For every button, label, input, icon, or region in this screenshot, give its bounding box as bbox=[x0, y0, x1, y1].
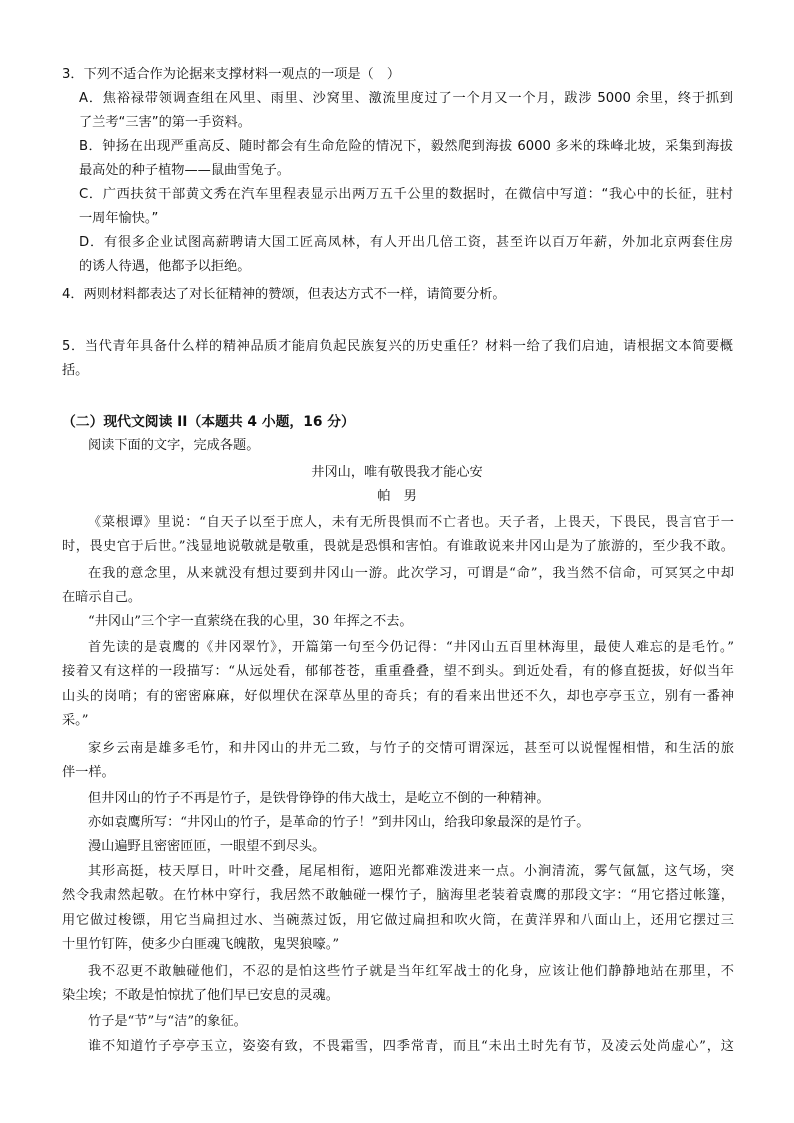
body-line-15: 其形高挺，枝天厚日，叶叶交叠，尾尾相衔，遮阳光都难泼进来一点。小涧清流，雾气氤氲，这气场，突 bbox=[88, 864, 734, 879]
article-title: 井冈山，唯有敬畏我才能心安 bbox=[311, 465, 483, 480]
body-line-8: 山头的岗哨；有的密密麻麻，好似埋伏在深草丛里的奇兵；有的看来出世还不久，却也亭亭玉立，别有一番神 bbox=[62, 689, 734, 704]
question-5-line2: 括。 bbox=[62, 363, 89, 378]
body-line-12: 但井冈山的竹子不再是竹子，是铁骨铮铮的伟大战士，是屹立不倒的一种精神。 bbox=[88, 791, 550, 806]
body-line-9: 采。” bbox=[62, 713, 89, 728]
q3-option-c-line1: C．广西扶贫干部黄文秀在汽车里程表显示出两万五千公里的数据时，在微信中写道：“我心中的长征，驻村 bbox=[79, 187, 733, 202]
body-line-5: “井冈山”三个字一直萦绕在我的心里，30 年挥之不去。 bbox=[88, 614, 413, 629]
body-line-2: 时，畏史官于后世。”浅显地说敬就是敬重，畏就是恐惧和害怕。有谁敢说来井冈山是为了旅游的，至少我不敢。 bbox=[62, 539, 734, 554]
q3-option-b-line1: B．钟扬在出现严重高反、随时都会有生命危险的情况下，毅然爬到海拔 6000 多米的珠峰北坡，采集到海拔 bbox=[79, 139, 733, 154]
q3-option-c-line2: 一周年愉快。” bbox=[79, 211, 159, 226]
body-line-11: 伴一样。 bbox=[62, 765, 115, 780]
q3-option-a-line2: 了兰考“三害”的第一手资料。 bbox=[79, 115, 251, 130]
body-line-16: 然令我肃然起敬。在竹林中穿行，我居然不敢触碰一棵竹子，脑海里老装着袁鹰的那段文字：“用它搭过帐篷， bbox=[62, 888, 734, 903]
q3-option-b-line2: 最高处的种子植物——鼠曲雪兔子。 bbox=[79, 163, 290, 178]
body-line-14: 漫山遍野且密密匝匝，一眼望不到尽头。 bbox=[88, 839, 326, 854]
body-line-10: 家乡云南是雄多毛竹，和井冈山的井无二致，与竹子的交情可谓深远，甚至可以说惺惺相惜，和生活的旅 bbox=[88, 741, 734, 756]
question-4: 4．两则材料都表达了对长征精神的赞颂，但表达方式不一样，请简要分析。 bbox=[62, 287, 506, 302]
body-line-19: 我不忍更不敢触碰他们，不忍的是怕这些竹子就是当年红军战士的化身，应该让他们静静地站在那里，不 bbox=[88, 964, 734, 979]
body-line-7: 接着又有这样的一段描写：“从远处看，郁郁苍苍，重重叠叠，望不到头。到近处看，有的修直挺拔，好似当年 bbox=[62, 664, 734, 679]
body-line-17: 用它做过梭镖，用它当扁担过水、当碗蒸过饭，用它做过扁担和吹火筒，在黄洋界和八面山上，还用它摆过三 bbox=[62, 913, 734, 928]
body-line-13: 亦如袁鹰所写：“井冈山的竹子，是革命的竹子！”到井冈山，给我印象最深的是竹子。 bbox=[88, 815, 590, 830]
question-5-line1: 5．当代青年具备什么样的精神品质才能肩负起民族复兴的历史重任？材料一给了我们启迪，请根据文本简要概 bbox=[62, 339, 733, 354]
section-2-heading: （二）现代文阅读 II（本题共 4 小题，16 分） bbox=[62, 414, 355, 430]
article-author: 帕 男 bbox=[377, 489, 417, 504]
body-line-21: 竹子是“节”与“洁”的象征。 bbox=[88, 1014, 247, 1029]
question-3-stem: 3．下列不适合作为论据来支撑材料一观点的一项是（ ） bbox=[62, 67, 401, 82]
section-2-instruction: 阅读下面的文字，完成各题。 bbox=[88, 438, 260, 453]
body-line-20: 染尘埃；不敢是怕惊扰了他们早已安息的灵魂。 bbox=[62, 988, 339, 1003]
body-line-18: 十里竹钉阵，使多少白匪魂飞魄散，鬼哭狼嚎。” bbox=[62, 937, 340, 952]
body-line-4: 在暗示自己。 bbox=[62, 590, 142, 605]
body-line-6: 首先读的是袁鹰的《井冈翠竹》，开篇第一句至今仍记得：“井冈山五百里林海里，最使人难忘的是毛竹。” bbox=[88, 640, 734, 655]
body-line-1: 《菜根谭》里说：“自天子以至于庶人，未有无所畏惧而不亡者也。天子者，上畏天，下畏民，畏言官于一 bbox=[88, 515, 734, 530]
q3-option-a-line1: A．焦裕禄带领调查组在风里、雨里、沙窝里、激流里度过了一个月又一个月，跋涉 5000 余里，终于抓到 bbox=[79, 91, 733, 106]
q3-option-d-line2: 的诱人待遇，他都予以拒绝。 bbox=[79, 259, 251, 274]
q3-option-d-line1: D．有很多企业试图高薪聘请大国工匠高凤林，有人开出几倍工资，甚至许以百万年薪，外加北京两套住房 bbox=[79, 235, 733, 250]
body-line-22: 谁不知道竹子亭亭玉立，姿姿有致，不畏霜雪，四季常青，而且“未出土时先有节，及凌云处尚虚心”，这 bbox=[88, 1039, 734, 1054]
body-line-3: 在我的意念里，从来就没有想过要到井冈山一游。此次学习，可谓是“命”，我当然不信命，可冥冥之中却 bbox=[88, 566, 734, 581]
